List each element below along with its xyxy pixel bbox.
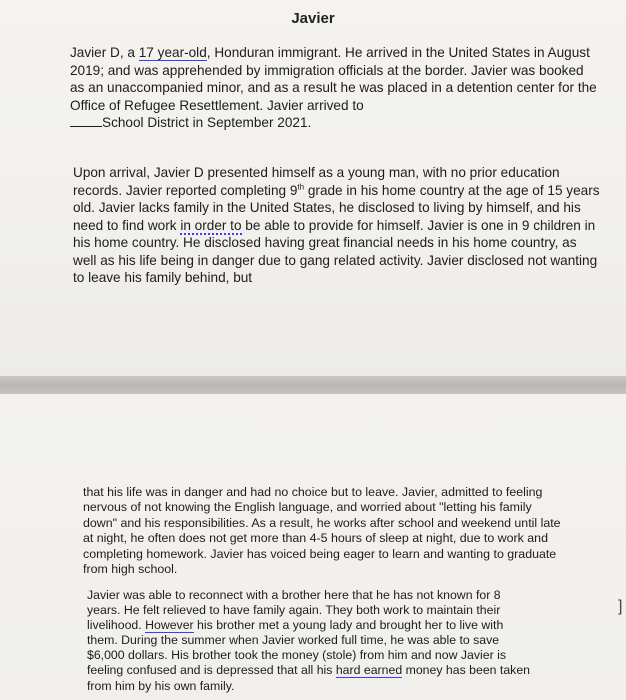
blank-line [70, 126, 102, 127]
page-divider [0, 376, 626, 394]
paragraph-brother [87, 588, 537, 694]
p2-text-c: be able to provide for himself. Javier is one in 9 children in his home country. He disclosed having great financial needs in his home country, as well as his life being in danger due to gang related activity. Javier disclosed not wanting to leave his family behind, but [73, 217, 598, 285]
underlined-in-order-to: in order to [180, 217, 242, 233]
underlined-age: 17 year-old [138, 45, 207, 60]
p1-text-c: School District in September 2021. [102, 115, 312, 130]
paragraph-intro [70, 44, 600, 132]
p4-text-a: Javier was able to reconnect with a brother here that he has not known for 8 years. He felt relieved to have family again. They both work to maintain their livelihood. [87, 588, 501, 633]
edge-bracket: ] [618, 598, 623, 615]
p2-text-b: grade in his home country at the age of 15 years old. Javier lacks family in the United States, he disclosed to living by himself, and his need to find work [73, 182, 600, 233]
paragraph-arrival [73, 164, 603, 287]
paragraph-danger: that his life was in danger and had no choice but to leave. Javier, admitted to feeling nervous of not knowing the English language, and worried about "letting his family down" and his responsibilities. As a result, he works after school and weekend until late at night, he often does not get more than 4-5 hours of sleep at night, due to work and completing homework. Javier has voiced being eager to learn and wanting to graduate from high school. [83, 485, 561, 577]
document-title: Javier [291, 10, 335, 27]
superscript-th: th [297, 181, 305, 191]
p2-text-a: Upon arrival, Javier D presented himself as a young man, with no prior education records. Javier reported completing 9 [73, 165, 560, 198]
p4-text-c: money has been taken from him by his own family. [87, 663, 531, 693]
p1-text-a: Javier D, a [70, 45, 139, 60]
underlined-hard-earned: hard earned [335, 663, 403, 678]
p1-text-b: , Honduran immigrant. He arrived in the United States in August 2019; and was apprehended by immigration officials at the border. Javier was booked as an unaccompanied minor, and as a result he was placed in a detention center for the Office of Refugee Resettlement. Javier arrived to [70, 45, 597, 113]
p4-text-b: his brother met a young lady and brought her to live with them. During the summer when Javier worked full time, he was able to save $6,000 dollars. His brother took the money (stole) from him and now Javier is feeling confused and is depressed that all his [87, 618, 506, 678]
underlined-however: However [145, 618, 194, 633]
